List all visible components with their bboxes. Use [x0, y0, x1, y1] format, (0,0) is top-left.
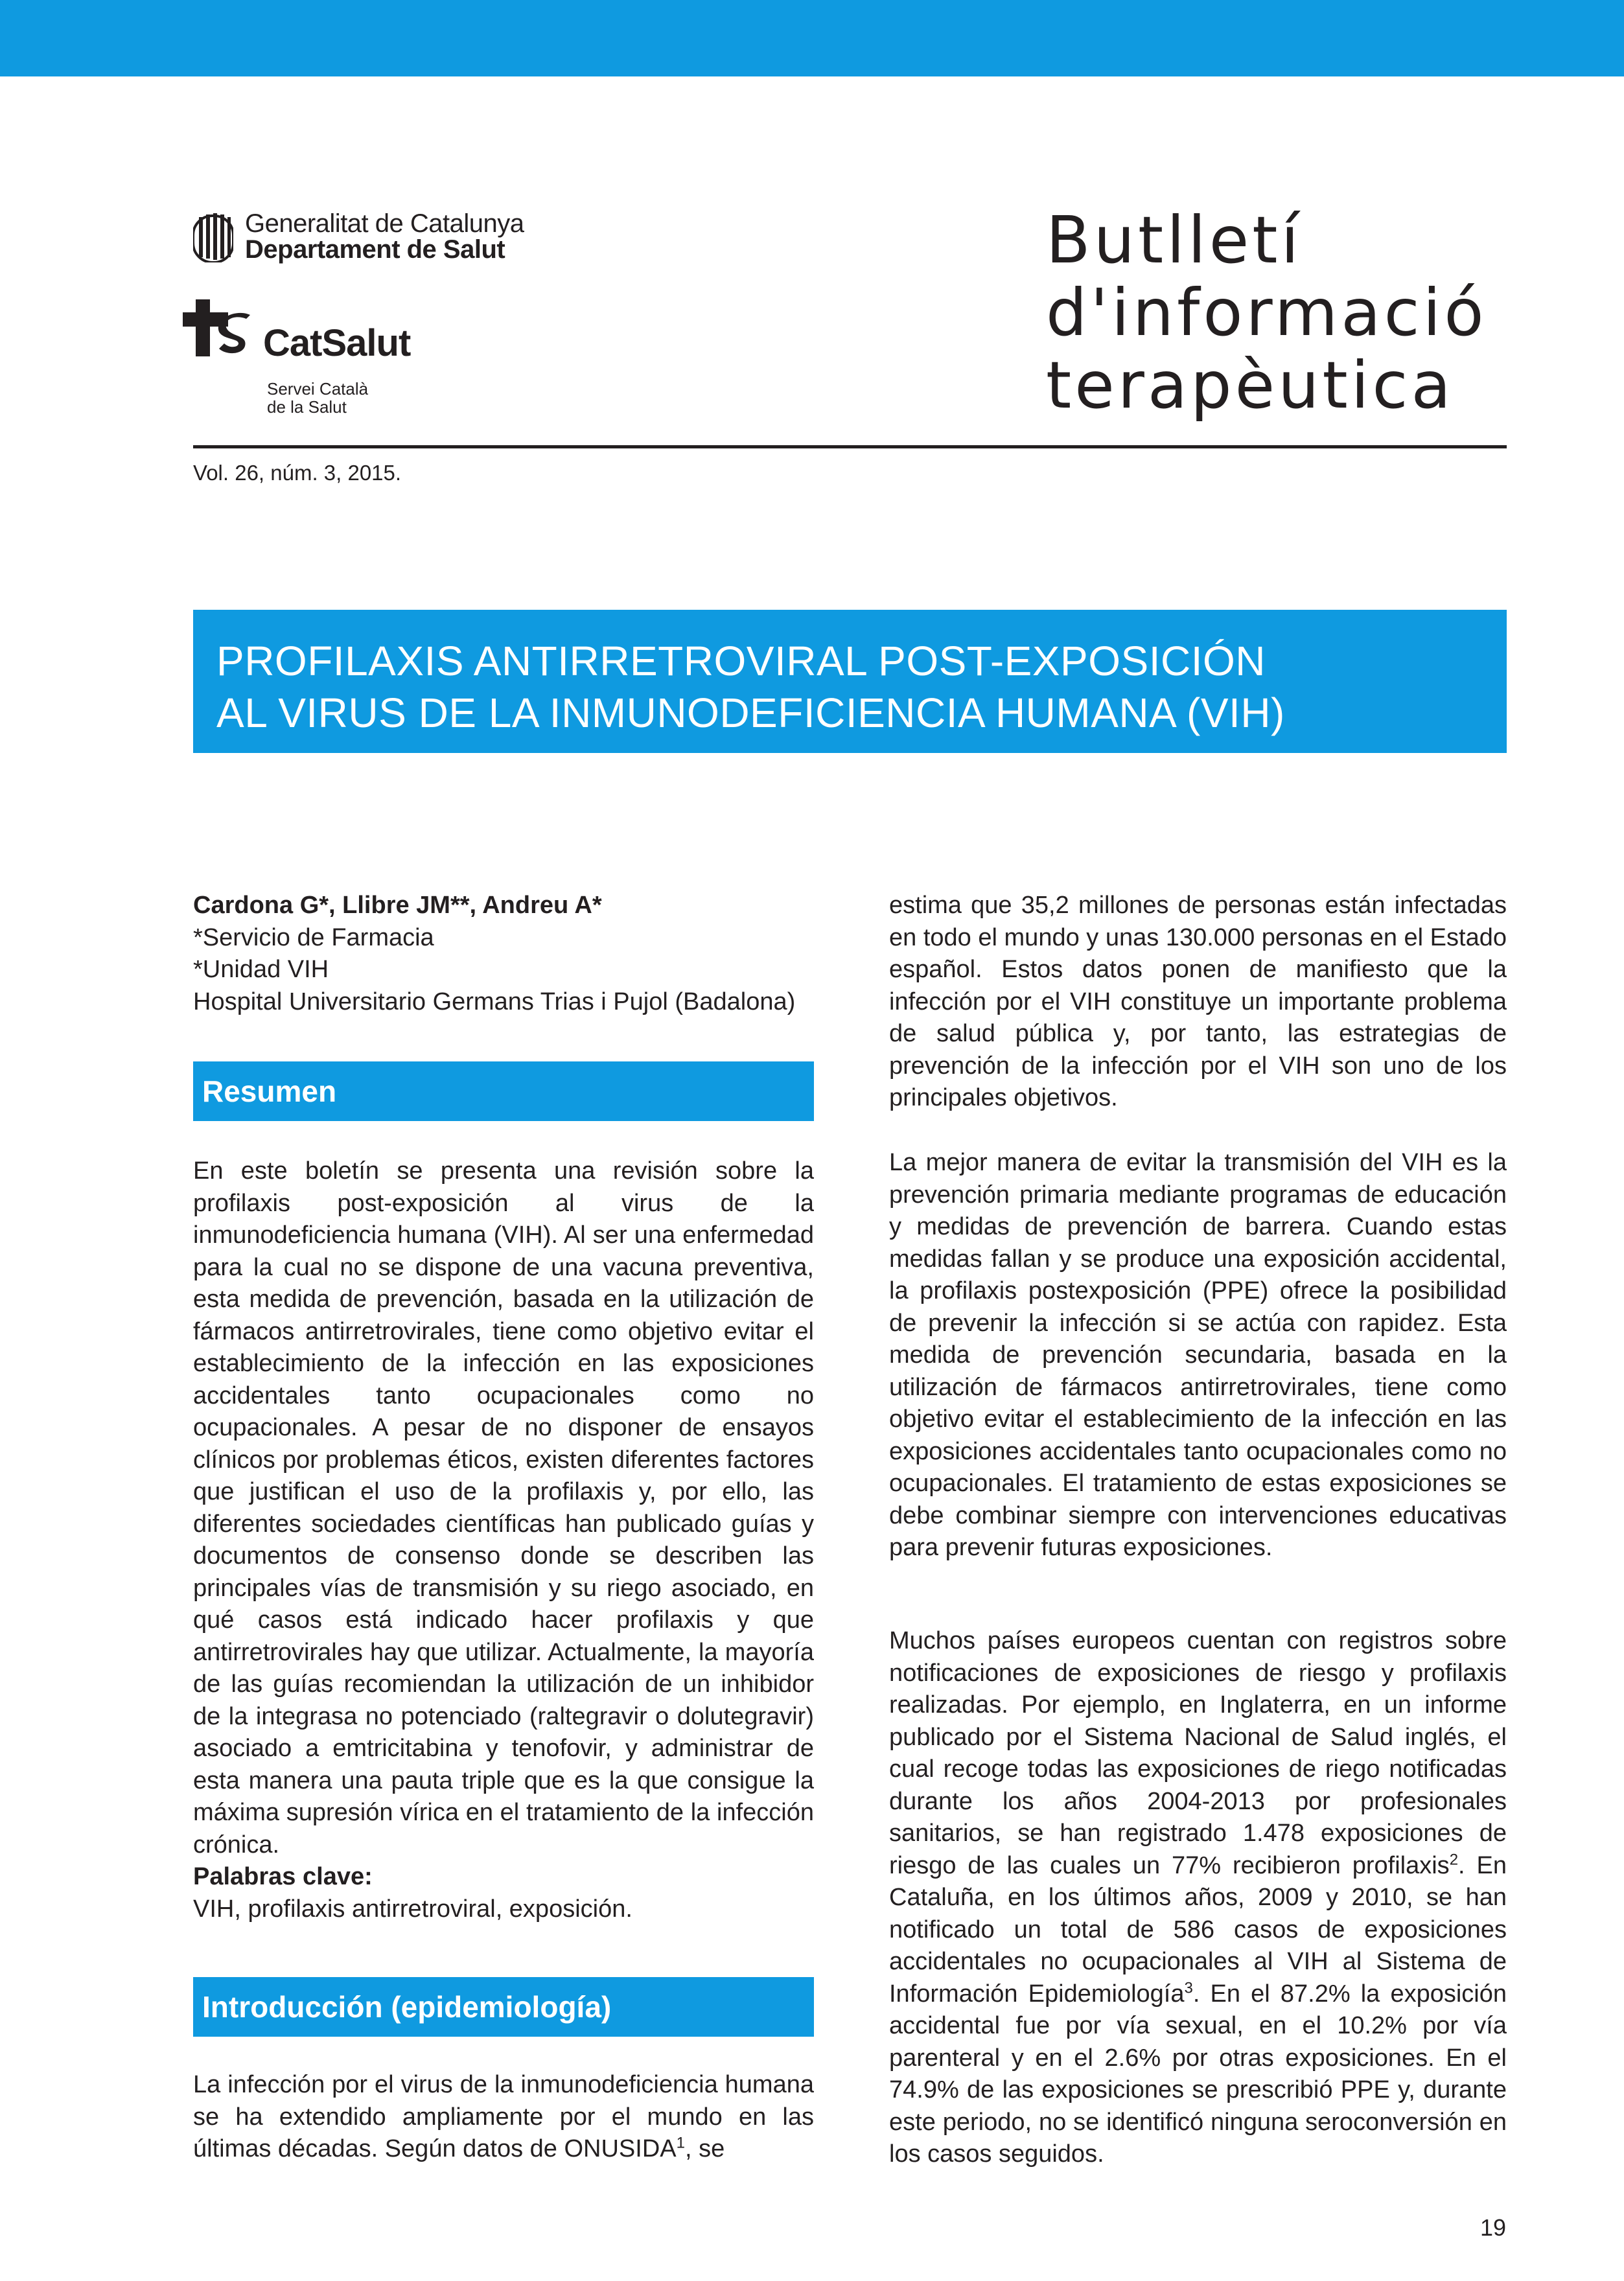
catsalut-logo: [183, 299, 411, 417]
catsalut-subtitle: [267, 380, 368, 416]
catsalut-emblem-icon: [183, 299, 254, 358]
intro-paragraph-3: [889, 1625, 1507, 2171]
bulletin-title-line-1: Butlletí: [1046, 202, 1303, 278]
resumen-heading: Resumen: [193, 1061, 814, 1121]
department-name: Departament de Salut: [245, 235, 505, 264]
bulletin-title-line-2: d'informació: [1046, 275, 1487, 351]
affiliation-1: *Servicio de Farmacia: [193, 923, 434, 951]
intro-p1-continuation: estima que 35,2 millones de personas están infectadas en todo el mundo y unas 130.000 personas en el Estado español. Estos datos ponen de manifiesto que la infección por el VIH constituye un importante problema de salud pública y, por tanto, las estrategias de prevención de la infección por el VIH son uno de los principales objetivos.: [889, 892, 1507, 1111]
intro-paragraph-2: [889, 1147, 1507, 1564]
bulletin-title: [1046, 204, 1564, 422]
catsalut-subtitle-line-2: de la Salut: [267, 397, 347, 417]
catsalut-subtitle-line-1: Servei Català: [267, 379, 369, 399]
bulletin-title-line-3: terapèutica: [1046, 347, 1454, 423]
resumen-text: En este boletín se presenta una revisión sobre la profilaxis post-exposición al virus de la inmunodeficiencia humana (VIH). Al ser una enfermedad para la cual no se dispone de una vacuna preventiva, esta medida de prevención, basada en la utilización de fármacos antirretrovirales, tiene como objetivo evitar el establecimiento de la infección en las exposiciones accidentales tanto ocupacionales como no ocupacionales. A pesar de no disponer de ensayos clínicos por problemas éticos, existen diferentes factores que justifican el uso de la profilaxis y, por ello, las diferentes sociedades científicas han publicado guías y documentos de consenso donde se describen las principales vías de transmisión y su riego asociado, en qué casos está indicado hacer profilaxis y que antirretrovirales hay que utilizar. Actualmente, la mayoría de las guías recomiendan la utilización de un inhibidor de la integrasa no potenciado (raltegravir o dolutegravir) asociado a emtricitabina y tenofovir, y administrar de esta manera una pauta triple que es la que consigue la máxima supresión vírica en el tratamiento de la infección crónica.: [193, 1157, 814, 1858]
page-number: 19: [1480, 2214, 1507, 2241]
reference-2: 2: [1449, 1850, 1459, 1868]
intro-p3-text-a: Muchos países europeos cuentan con registros sobre notificaciones de exposiciones de riesgo y profilaxis realizadas. Por ejemplo, en Inglaterra, en un informe publicado por el Sistema Nacional de Salud inglés, el cual recoge todas las exposiciones de riego notificadas durante los años 2004-2013 por profesionales sanitarios, se han registrado 1.478 exposiciones de riesgo de las cuales un 77% recibieron profilaxis: [889, 1627, 1507, 1879]
intro-paragraph-1-start: [193, 2069, 814, 2166]
intro-p2-text: La mejor manera de evitar la transmisión del VIH es la prevención primaria mediante programas de educación y medidas de prevención de barrera. Cuando estas medidas fallan y se produce una exposición accidental, la profilaxis postexposición (PPE) ofrece la posibilidad de prevenir la infección si se actúa con rapidez. Esta medida de prevención secundaria, basada en la utilización de fármacos antirretrovirales, tiene como objetivo evitar el establecimiento de la infección en las exposiciones accidentales tanto ocupacionales como no ocupacionales. El tratamiento de estas exposiciones se debe combinar siempre con intervenciones educativas para prevenir futuras exposiciones.: [889, 1149, 1507, 1561]
generalitat-name: Generalitat de Catalunya: [245, 209, 524, 238]
catsalut-name: CatSalut: [263, 322, 411, 364]
generalitat-logo: [193, 211, 524, 262]
top-color-band: [0, 0, 1624, 76]
article-title-line-2: AL VIRUS DE LA INMUNODEFICIENCIA HUMANA (VIH): [216, 689, 1285, 736]
resumen-block: [193, 1155, 814, 1925]
volume-info: Vol. 26, núm. 3, 2015.: [193, 461, 402, 485]
intro-p1-comma: , se: [684, 2135, 725, 2162]
article-title-box: [193, 610, 1507, 753]
keywords: VIH, profilaxis antirretroviral, exposición.: [193, 1895, 632, 1923]
intro-paragraph-1-end: [889, 890, 1507, 1115]
reference-1: 1: [676, 2134, 685, 2152]
intro-p3-text-b: . En Cataluña, en los últimos años, 2009 y 2010, se han notificado un total de 586 casos de exposiciones accidentales no ocupacionales al VIH al Sistema de Información Epidemiología: [889, 1851, 1507, 2008]
intro-heading: Introducción (epidemiología): [193, 1977, 814, 2037]
authors-block: [193, 890, 814, 1018]
intro-p3-text-c: . En el 87.2% la exposición accidental fue por vía sexual, en el 10.2% por vía parenteral y en el 2.6% por otras exposiciones. En el 74.9% de las exposiciones se prescribió PPE y, durante este periodo, no se identificó ninguna seroconversión en los casos seguidos.: [889, 1980, 1507, 2168]
keywords-label: Palabras clave:: [193, 1863, 373, 1890]
intro-p1-text: La infección por el virus de la inmunodeficiencia humana se ha extendido ampliamente por el mundo en las últimas décadas. Según datos de ONUSIDA: [193, 2071, 814, 2162]
generalitat-emblem-icon: [193, 211, 233, 262]
header-divider: [193, 445, 1507, 448]
affiliation-3: Hospital Universitario Germans Trias i Pujol (Badalona): [193, 988, 796, 1015]
affiliation-2: *Unidad VIH: [193, 956, 329, 983]
authors: Cardona G*, Llibre JM**, Andreu A*: [193, 892, 602, 919]
article-title-line-1: PROFILAXIS ANTIRRETROVIRAL POST-EXPOSICIÓN: [216, 638, 1266, 684]
reference-3: 3: [1184, 1978, 1193, 1997]
